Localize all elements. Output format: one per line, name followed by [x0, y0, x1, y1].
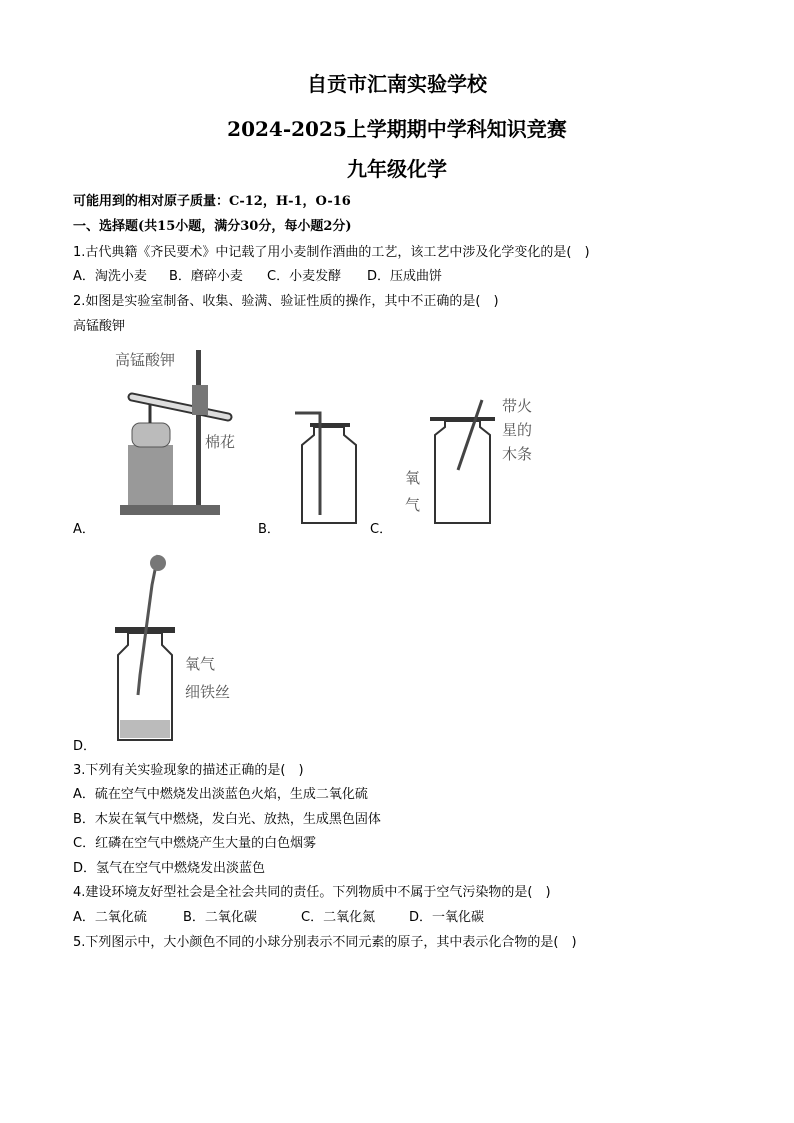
question-2-stem: 2.如图是实验室制备、收集、验满、验证性质的操作，其中不正确的是( ) [73, 294, 499, 309]
school-title: 自贡市汇南实验学校 [307, 72, 487, 96]
option-b: B．二氧化碳 [183, 910, 257, 925]
option-b: B．磨碎小麦 [169, 269, 243, 284]
option-c: C．小麦发酵 [267, 269, 342, 284]
fig-a-label-cotton: 棉花 [205, 433, 236, 451]
figure-c [400, 395, 550, 530]
section-heading: 一、选择题(共15小题，满分30分，每小题2分) [73, 219, 352, 234]
option-a: A．淘洗小麦 [73, 269, 147, 284]
option-letter-a: A． [73, 522, 95, 537]
question-3-stem: 3.下列有关实验现象的描述正确的是( ) [73, 763, 304, 778]
question-1-stem: 1.古代典籍《齐民要术》中记载了用小麦制作酒曲的工艺，该工艺中涉及化学变化的是( ) [73, 245, 590, 260]
exam-title: 2024-2025上学期期中学科知识竞赛 [227, 117, 567, 141]
option-letter-c: C． [370, 522, 393, 537]
question-3-option-b: B．木炭在氧气中燃烧，发白光、放热，生成黑色固体 [73, 812, 381, 827]
option-a: A．二氧化硫 [73, 910, 147, 925]
fig-c-label-1: 带火 [502, 397, 533, 415]
fig-c-label-3: 木条 [502, 445, 533, 463]
option-c: C．二氧化氮 [301, 910, 376, 925]
question-4-stem: 4.建设环境友好型社会是全社会共同的责任。下列物质中不属于空气污染物的是( ) [73, 885, 551, 900]
question-3-option-c: C．红磷在空气中燃烧产生大量的白色烟雾 [73, 836, 317, 851]
question-2-caption: 高锰酸钾 [73, 319, 126, 334]
option-letter-d: D． [73, 739, 97, 754]
question-4-options [73, 906, 484, 925]
fig-c-label-5: 气 [405, 496, 421, 514]
fig-d-label-iron-wire: 细铁丝 [185, 683, 231, 701]
figure-a [110, 345, 250, 525]
option-d: D．压成曲饼 [367, 269, 443, 284]
question-1-options [73, 265, 442, 284]
question-5-stem: 5.下列图示中，大小颜色不同的小球分别表示不同元素的原子，其中表示化合物的是( ) [73, 935, 577, 950]
atomic-masses: 可能用到的相对原子质量：C-12，H-1，O-16 [73, 194, 351, 209]
fig-c-label-4: 氧 [405, 469, 421, 487]
figure-d [110, 545, 260, 745]
option-letter-b: B． [258, 522, 280, 537]
question-3-option-a: A．硫在空气中燃烧发出淡蓝色火焰，生成二氧化硫 [73, 787, 368, 802]
subject-title: 九年级化学 [347, 157, 447, 181]
fig-a-label-permanganate: 高锰酸钾 [115, 351, 176, 369]
question-3-option-d: D．氢气在空气中燃烧发出淡蓝色 [73, 861, 266, 876]
fig-c-label-2: 星的 [502, 421, 533, 439]
option-d: D．一氧化碳 [409, 910, 485, 925]
figure-b [290, 405, 365, 530]
fig-d-label-oxygen: 氧气 [185, 655, 216, 673]
